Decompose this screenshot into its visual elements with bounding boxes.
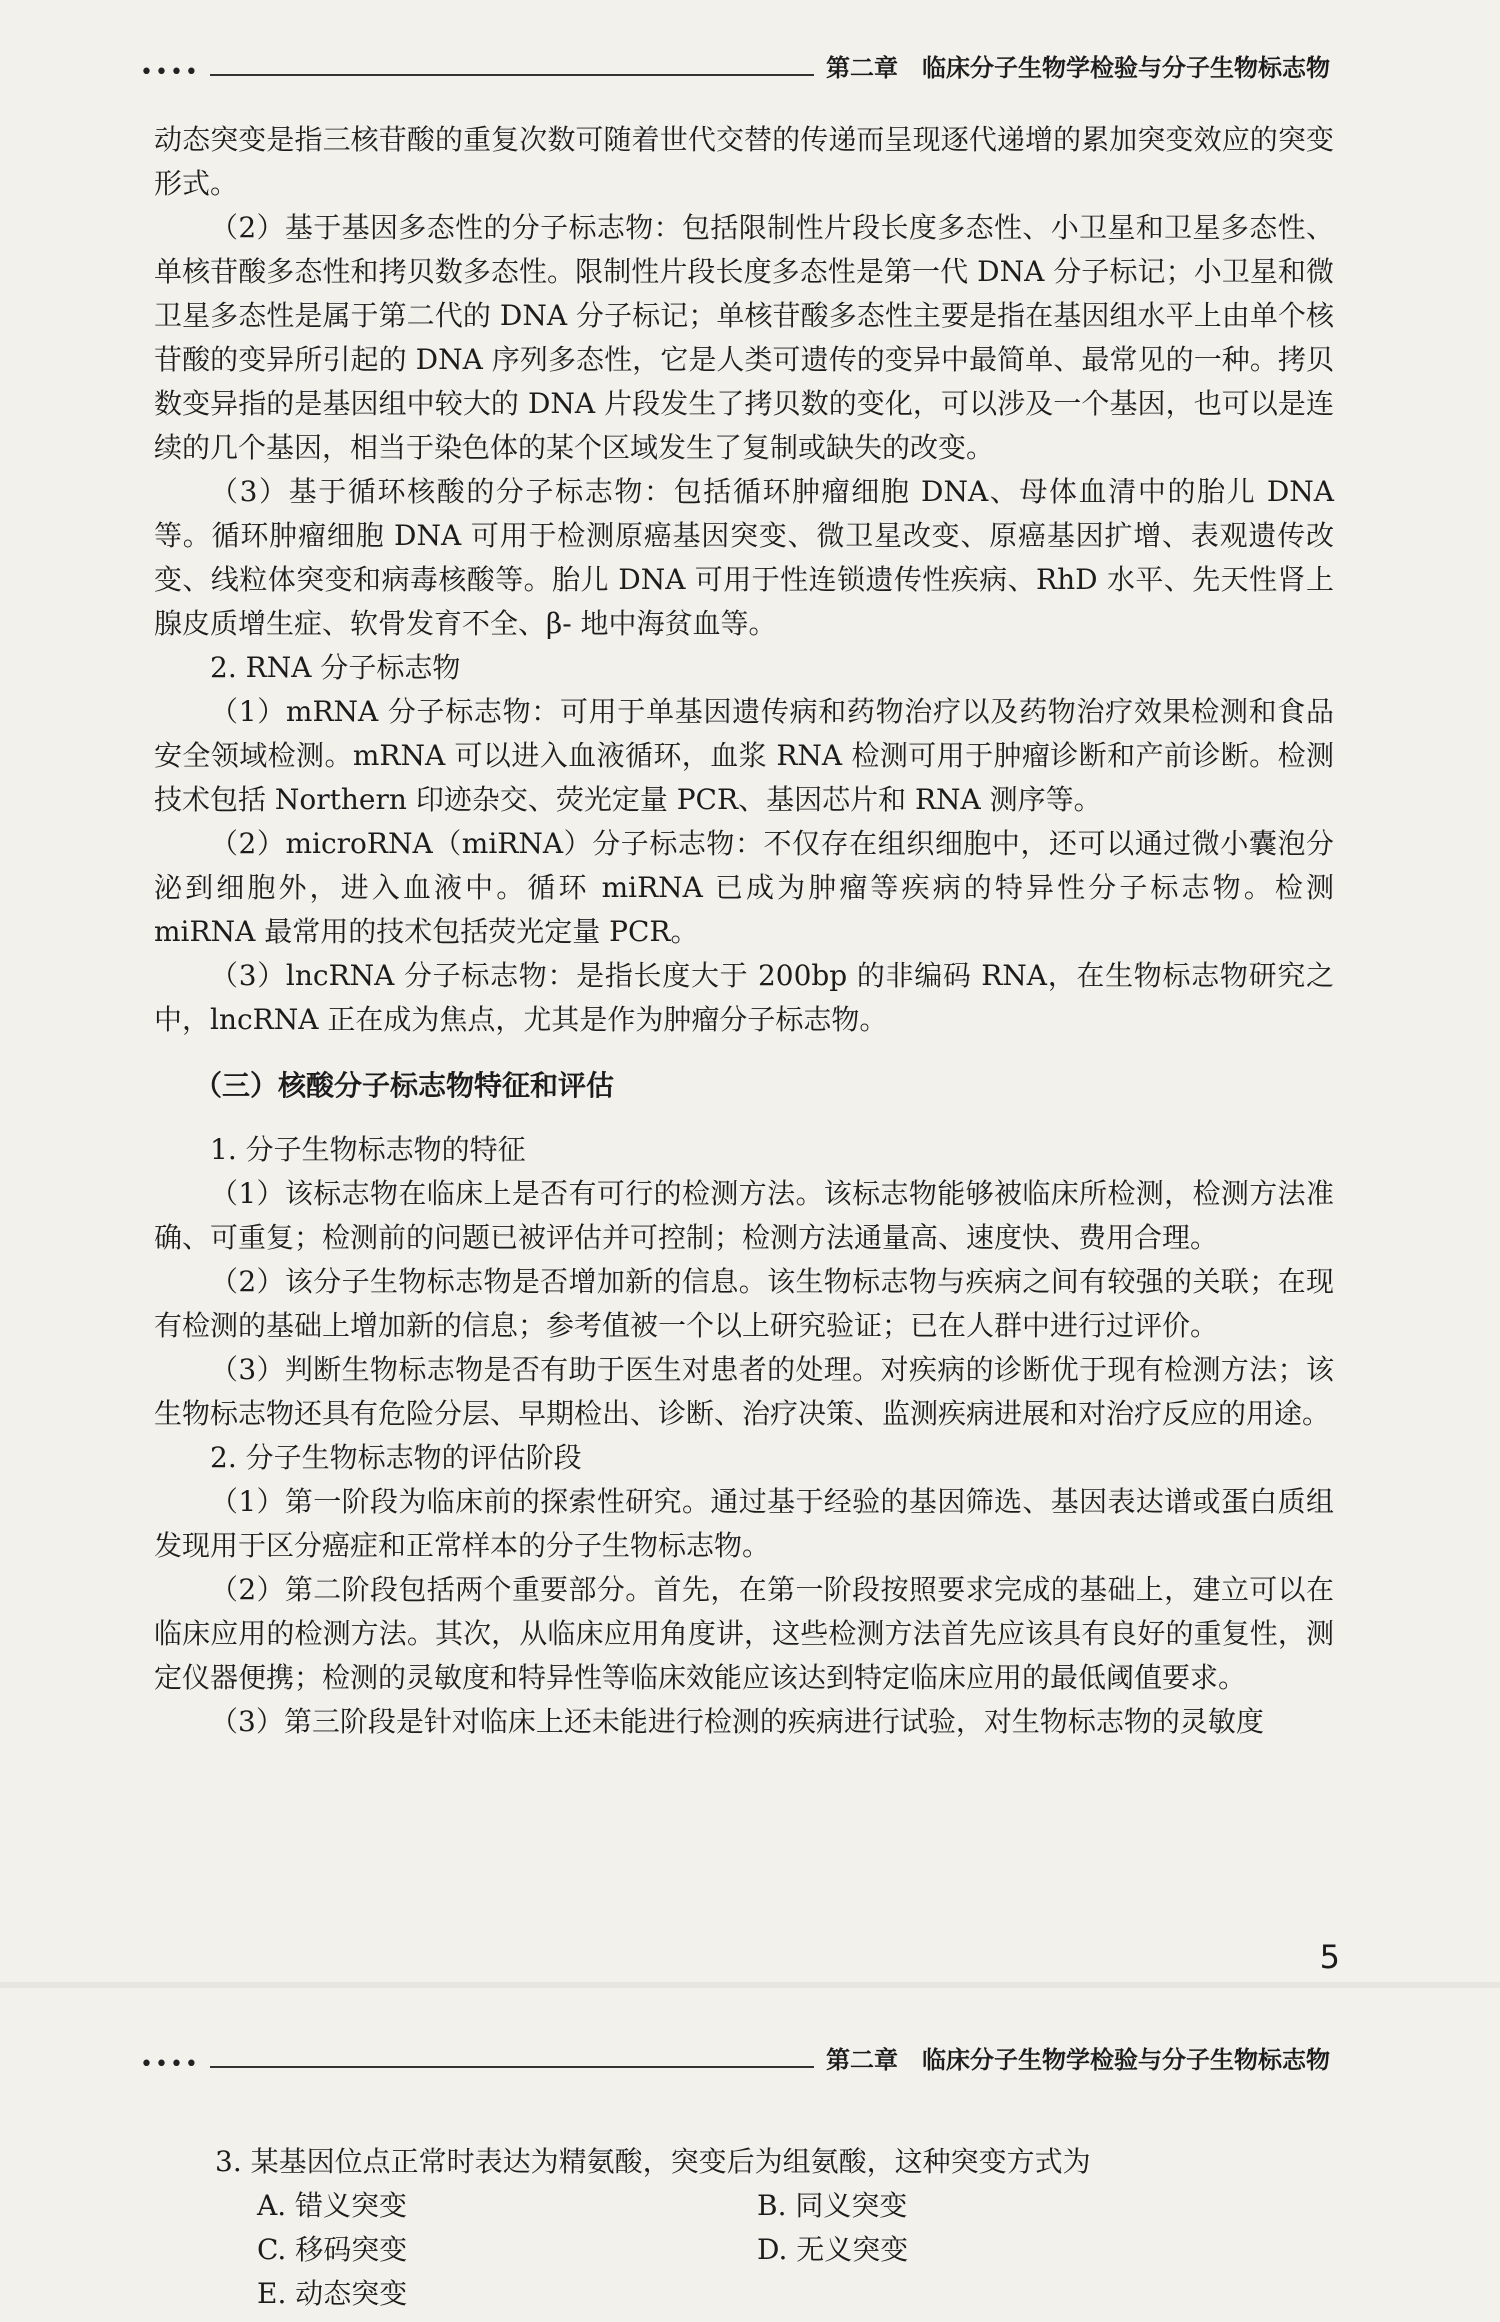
paragraph: （1）第一阶段为临床前的探索性研究。通过基于经验的基因筛选、基因表达谱或蛋白质组发现用于区分癌症和正常样本的分子生物标志物。 bbox=[154, 1485, 1334, 1562]
page-body bbox=[154, 118, 1334, 1744]
question-3 bbox=[215, 2140, 1315, 2316]
paragraph: （3）lncRNA 分子标志物：是指长度大于 200bp 的非编码 RNA，在生物标志物研究之中，lncRNA 正在成为焦点，尤其是作为肿瘤分子标志物。 bbox=[154, 959, 1334, 1036]
header-title: 第二章 临床分子生物学检验与分子生物标志物 bbox=[814, 2040, 1330, 2075]
running-header bbox=[140, 2036, 1330, 2076]
question-stem: 3. 某基因位点正常时表达为精氨酸，突变后为组氨酸，这种突变方式为 bbox=[215, 2145, 1091, 2178]
header-dots: •••• bbox=[140, 60, 200, 85]
paragraph: （1）该标志物在临床上是否有可行的检测方法。该标志物能够被临床所检测，检测方法准确、可重复；检测前的问题已被评估并可控制；检测方法通量高、速度快、费用合理。 bbox=[154, 1177, 1334, 1254]
paragraph: （3）第三阶段是针对临床上还未能进行检测的疾病进行试验，对生物标志物的灵敏度 bbox=[210, 1705, 1264, 1738]
subheading: 2. RNA 分子标志物 bbox=[210, 651, 461, 684]
page-number: 5 bbox=[1319, 1938, 1340, 1976]
option-e: E. 动态突变 bbox=[257, 2277, 408, 2310]
section-heading: （三）核酸分子标志物特征和评估 bbox=[194, 1069, 615, 1102]
paragraph: （2）microRNA（miRNA）分子标志物：不仅存在组织细胞中，还可以通过微小囊泡分泌到细胞外，进入血液中。循环 miRNA 已成为肿瘤等疾病的特异性分子标志物。检测 miRNA 最常用的技术包括荧光定量 PCR。 bbox=[154, 827, 1334, 948]
subheading: 1. 分子生物标志物的特征 bbox=[210, 1133, 526, 1166]
option-d: D. 无义突变 bbox=[757, 2233, 909, 2266]
option-c: C. 移码突变 bbox=[257, 2233, 408, 2266]
subheading: 2. 分子生物标志物的评估阶段 bbox=[210, 1441, 582, 1474]
paragraph: 动态突变是指三核苷酸的重复次数可随着世代交替的传递而呈现逐代递增的累加突变效应的突变形式。 bbox=[154, 123, 1334, 200]
paragraph: （3）判断生物标志物是否有助于医生对患者的处理。对疾病的诊断优于现有检测方法；该生物标志物还具有危险分层、早期检出、诊断、治疗决策、监测疾病进展和对治疗反应的用途。 bbox=[154, 1353, 1334, 1430]
paragraph: （1）mRNA 分子标志物：可用于单基因遗传病和药物治疗以及药物治疗效果检测和食品安全领域检测。mRNA 可以进入血液循环，血浆 RNA 检测可用于肿瘤诊断和产前诊断。检测技术包括 Northern 印迹杂交、荧光定量 PCR、基因芯片和 RNA 测序等。 bbox=[154, 695, 1334, 816]
answer-options bbox=[257, 2184, 1315, 2316]
paragraph: （2）基于基因多态性的分子标志物：包括限制性片段长度多态性、小卫星和卫星多态性、单核苷酸多态性和拷贝数多态性。限制性片段长度多态性是第一代 DNA 分子标记；小卫星和微卫星多态性是属于第二代的 DNA 分子标记；单核苷酸多态性主要是指在基因组水平上由单个核苷酸的变异所引起的 DNA 序列多态性，它是人类可遗传的变异中最简单、最常见的一种。拷贝数变异指的是基因组中较大的 DNA 片段发生了拷贝数的变化，可以涉及一个基因，也可以是连续的几个基因，相当于染色体的某个区域发生了复制或缺失的改变。 bbox=[154, 211, 1334, 464]
paragraph: （2）第二阶段包括两个重要部分。首先，在第一阶段按照要求完成的基础上，建立可以在临床应用的检测方法。其次，从临床应用角度讲，这些检测方法首先应该具有良好的重复性，测定仪器便携；检测的灵敏度和特异性等临床效能应该达到特定临床应用的最低阈值要求。 bbox=[154, 1573, 1334, 1694]
paragraph: （2）该分子生物标志物是否增加新的信息。该生物标志物与疾病之间有较强的关联；在现有检测的基础上增加新的信息；参考值被一个以上研究验证；已在人群中进行过评价。 bbox=[154, 1265, 1334, 1342]
header-title: 第二章 临床分子生物学检验与分子生物标志物 bbox=[814, 48, 1330, 83]
option-b: B. 同义突变 bbox=[757, 2189, 908, 2222]
paragraph: （3）基于循环核酸的分子标志物：包括循环肿瘤细胞 DNA、母体血清中的胎儿 DNA 等。循环肿瘤细胞 DNA 可用于检测原癌基因突变、微卫星改变、原癌基因扩增、表观遗传改变、线粒体突变和病毒核酸等。胎儿 DNA 可用于性连锁遗传性疾病、RhD 水平、先天性肾上腺皮质增生症、软骨发育不全、β- 地中海贫血等。 bbox=[154, 475, 1334, 640]
running-header bbox=[140, 44, 1330, 84]
header-dots: •••• bbox=[140, 2052, 200, 2077]
option-a: A. 错义突变 bbox=[257, 2189, 408, 2222]
